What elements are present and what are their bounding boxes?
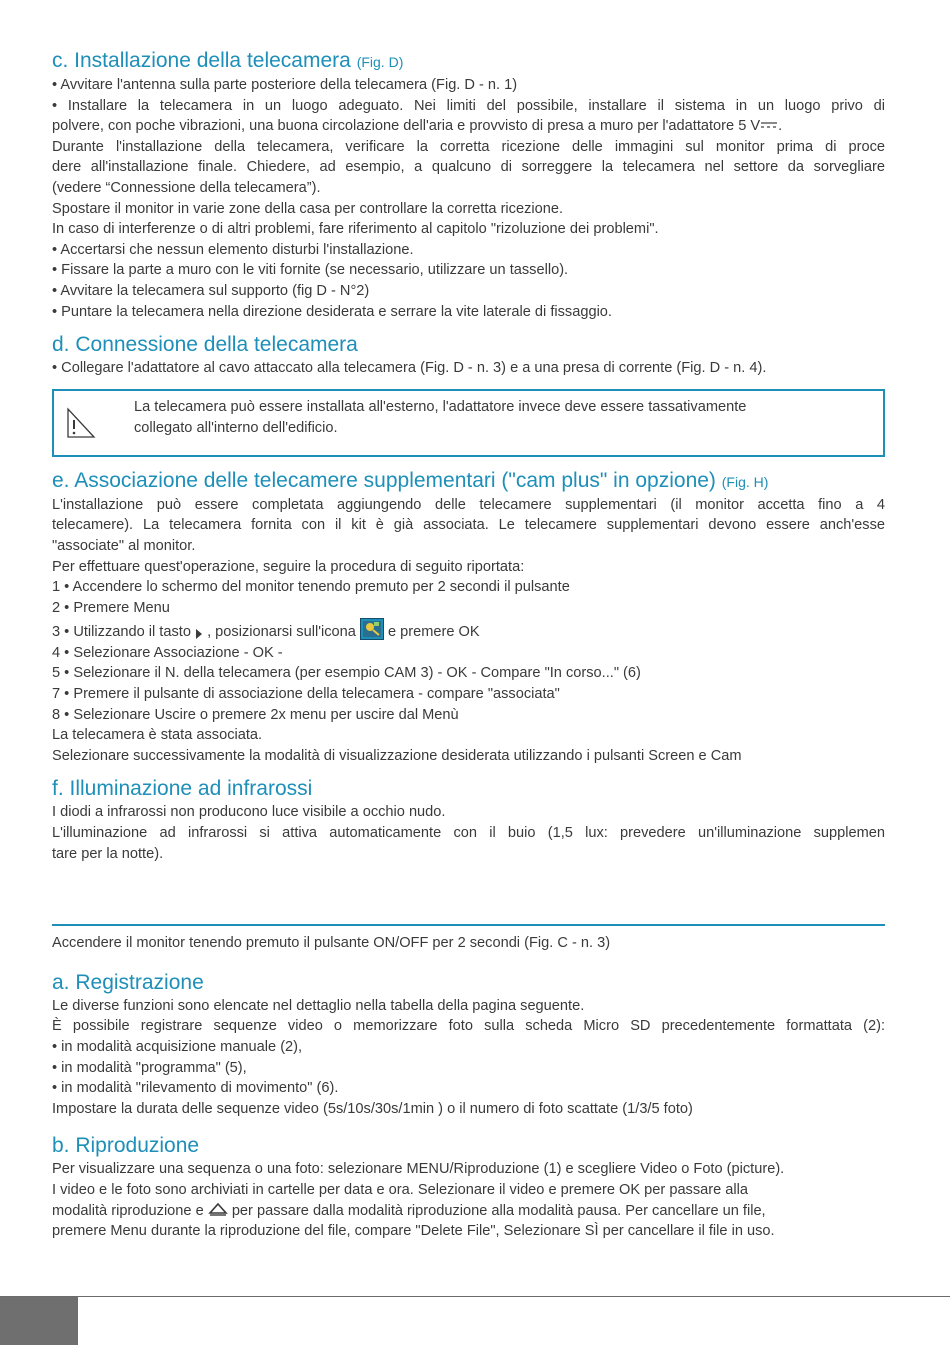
paragraph-line: Selezionare successivamente la modalità di visualizzazione desiderata utilizzando i pulsanti Screen e Cam — [52, 747, 742, 764]
paragraph-line: telecamere). La telecamera fornita con il kit è già associata. Le telecamere supplementari devono essere anch'esse — [52, 517, 885, 534]
section-camera-connection — [52, 332, 885, 457]
paragraph-line: Le diverse funzioni sono elencate nel dettaglio nella tabella della pagina seguente. — [52, 997, 585, 1014]
paragraph-line: polvere, con poche vibrazioni, una buona circolazione dell'aria e provvisto di presa a muro per l'adattatore 5 V . — [52, 118, 783, 135]
arrow-right-icon — [195, 628, 203, 640]
step-item: 1 • Accendere lo schermo del monitor tenendo premuto per 2 secondi il pulsante — [52, 579, 570, 596]
warning-line: La telecamera può essere installata all'esterno, l'adattatore invece deve essere tassativamente — [134, 398, 747, 415]
bullet-item: • Fissare la parte a muro con le viti fornite (se necessario, utilizzare un tassello). — [52, 262, 569, 279]
bullet-item: • in modalità "rilevamento di movimento" (6). — [52, 1080, 339, 1097]
paragraph-line: In caso di interferenze o di altri problemi, fare riferimento al capitolo "rizoluzione dei problemi". — [52, 221, 659, 238]
warning-line: collegato all'interno dell'edificio. — [134, 419, 338, 436]
paragraph-line: • Avvitare l'antenna sulla parte posteriore della telecamera (Fig. D - n. 1) — [52, 77, 518, 93]
paragraph-line: È possibile registrare sequenze video o memorizzare foto sulla scheda Micro SD precedentemente formattata (2): — [52, 1018, 885, 1035]
paragraph-line: modalità riproduzione e per passare dalla modalità riproduzione alla modalità pausa. Per cancellare un file, — [52, 1202, 766, 1219]
paragraph-line: La telecamera è stata associata. — [52, 727, 263, 744]
bullet-item: • in modalità acquisizione manuale (2), — [52, 1039, 303, 1055]
manual-page — [52, 48, 885, 1242]
section-title: f. Illuminazione ad infrarossi — [52, 777, 313, 801]
step-item: 7 • Premere il pulsante di associazione della telecamera - compare "associata" — [52, 686, 560, 703]
fig-ref: (Fig. D) — [356, 54, 404, 70]
fig-ref: (Fig. H) — [721, 473, 769, 490]
section-camera-installation — [52, 48, 885, 322]
paragraph-line: Spostare il monitor in varie zone della casa per controllare la corretta ricezione. — [52, 200, 564, 217]
paragraph-line: dere all'installazione finale. Chiedere, ad esempio, a qualcuno di sorreggere la telecamera nel settore da sorvegliare — [52, 159, 885, 176]
paragraph-line: L'installazione può essere completata aggiungendo delle telecamere supplementari (il monitor accetta fino a 4 — [52, 496, 885, 513]
step-item: 5 • Selezionare il N. della telecamera (per esempio CAM 3) - OK - Compare "In corso..." (6) — [52, 665, 641, 682]
section-title: e. Associazione delle telecamere supplementari ("cam plus" in opzione) (Fig. H) — [52, 468, 769, 492]
bullet-item: • in modalità "programma" (5), — [52, 1059, 247, 1076]
paragraph-line: premere Menu durante la riproduzione del file, compare "Delete File", Selezionare SÌ per cancellare il file in uso. — [52, 1223, 775, 1240]
paragraph-line: • Installare la telecamera in un luogo adeguato. Nei limiti del possibile, installare il sistema in un luogo privo di — [52, 97, 885, 114]
warning-box — [52, 389, 885, 457]
bullet-item: • Avvitare la telecamera sul supporto (fig D - N°2) — [52, 282, 370, 299]
paragraph-line: tare per la notte). — [52, 845, 164, 862]
paragraph-line: Per effettuare quest'operazione, seguire la procedura di seguito riportata: — [52, 558, 525, 575]
footer-rule — [0, 1296, 950, 1297]
paragraph-line: L'illuminazione ad infrarossi si attiva automaticamente con il buio (1,5 lux: prevedere un'illuminazione supplemen — [52, 825, 885, 842]
warning-icon — [64, 407, 96, 439]
bullet-item: • Accertarsi che nessun elemento disturbi l'installazione. — [52, 241, 414, 258]
paragraph-line: I video e le foto sono archiviati in cartelle per data e ora. Selezionare il video e premere OK per passare alla — [52, 1181, 749, 1198]
step-item: 3 • Utilizzando il tasto , posizionarsi sull'icona e premere OK — [52, 618, 885, 643]
paragraph-line: Per visualizzare una sequenza o una foto: selezionare MENU/Riproduzione (1) e scegliere Video o Foto (picture). — [52, 1161, 785, 1178]
step-item: 2 • Premere Menu — [52, 599, 170, 616]
paragraph-line: Durante l'installazione della telecamera, verificare la corretta ricezione delle immagini sul monitor prima di proce — [52, 138, 885, 155]
section-title: c. Installazione della telecamera (Fig. D) — [52, 49, 404, 72]
eject-icon — [208, 1202, 228, 1216]
paragraph-line: (vedere “Connessione della telecamera”). — [52, 179, 321, 196]
footer-page-tab — [0, 1297, 78, 1345]
section-title: a. Registrazione — [52, 970, 204, 994]
step-item: 4 • Selezionare Associazione - OK - — [52, 644, 283, 661]
warning-text — [134, 397, 863, 439]
paragraph-line: I diodi a infrarossi non producono luce visibile a occhio nudo. — [52, 804, 446, 821]
section-divider — [52, 924, 885, 926]
camera-association-icon — [360, 618, 384, 640]
section-infrared — [52, 776, 885, 864]
paragraph-line: Impostare la durata delle sequenze video (5s/10s/30s/1min ) o il numero di foto scattate (1/3/5 foto) — [52, 1100, 693, 1117]
section-playback — [52, 1133, 885, 1241]
section-title: d. Connessione della telecamera — [52, 333, 358, 357]
dc-symbol-icon — [760, 119, 778, 131]
paragraph-line: • Collegare l'adattatore al cavo attaccato alla telecamera (Fig. D - n. 3) e a una presa di corrente (Fig. D - n. 4). — [52, 360, 767, 377]
paragraph-line: "associate" al monitor. — [52, 537, 196, 554]
section-title: b. Riproduzione — [52, 1134, 200, 1158]
bullet-item: • Puntare la telecamera nella direzione desiderata e serrare la vite laterale di fissaggio. — [52, 303, 612, 320]
intro-line: Accendere il monitor tenendo premuto il pulsante ON/OFF per 2 secondi (Fig. C - n. 3) — [52, 935, 611, 952]
step-item: 8 • Selezionare Uscire o premere 2x menu per uscire dal Menù — [52, 706, 459, 723]
section-recording — [52, 970, 885, 1120]
section-camera-association — [52, 468, 885, 767]
